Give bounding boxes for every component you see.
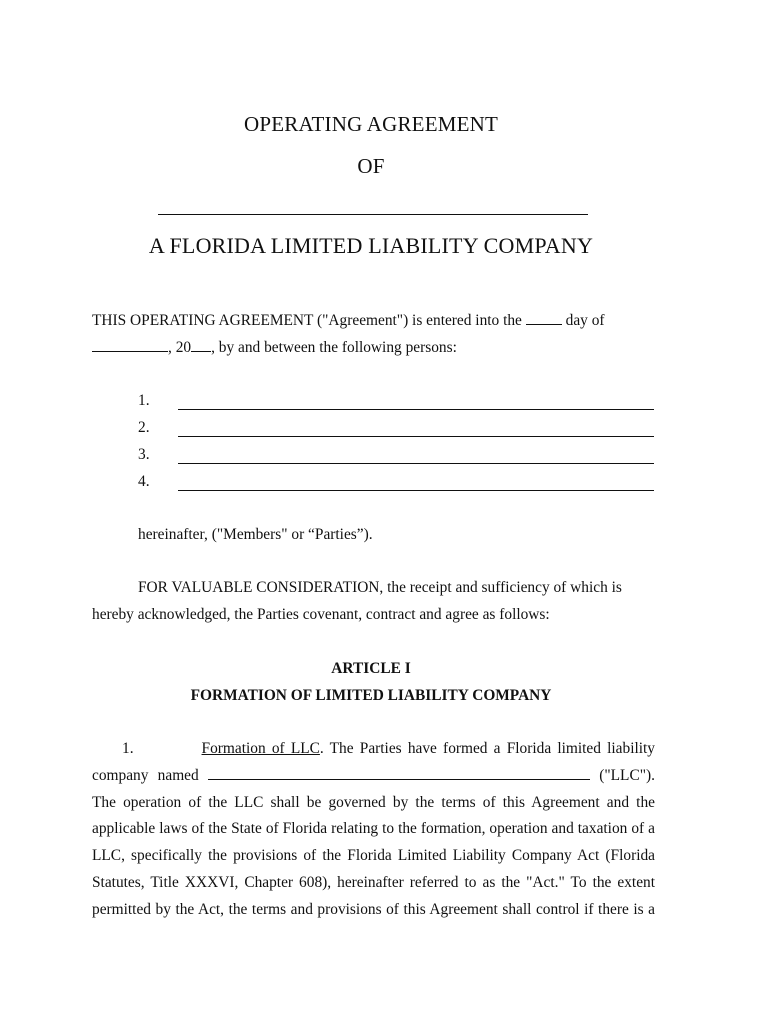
person-name-blank[interactable] bbox=[178, 409, 654, 410]
company-named-text: company named bbox=[92, 766, 199, 784]
document-title: OPERATING AGREEMENT bbox=[243, 112, 499, 136]
section-1-line-3: The operation of the LLC shall be governed by the terms of this Agreement and the bbox=[92, 793, 655, 811]
month-blank[interactable] bbox=[92, 338, 168, 352]
list-item bbox=[138, 417, 658, 444]
person-name-blank[interactable] bbox=[178, 490, 654, 491]
document-subtitle: A FLORIDA LIMITED LIABILITY COMPANY bbox=[148, 233, 594, 258]
list-item-number: 3. bbox=[138, 446, 150, 463]
section-1-line-5: LLC, specifically the provisions of the Florida Limited Liability Company Act (Florida bbox=[92, 847, 655, 865]
intro-line-1 bbox=[92, 308, 605, 335]
person-name-blank[interactable] bbox=[178, 463, 654, 464]
article-number: ARTICLE I bbox=[331, 660, 411, 677]
day-blank[interactable] bbox=[526, 311, 562, 325]
section-heading-tail: . The Parties have formed a Florida limited liability bbox=[319, 740, 655, 757]
intro-text: THIS OPERATING AGREEMENT ("Agreement") is entered into the bbox=[92, 312, 522, 329]
section-1-line-4: applicable laws of the State of Florida relating to the formation, operation and taxation of a bbox=[92, 820, 655, 838]
document-title-of: OF bbox=[357, 154, 385, 178]
company-name-blank[interactable] bbox=[158, 214, 588, 215]
list-item-number: 4. bbox=[138, 473, 150, 490]
section-1-line-6: Statutes, Title XXXVI, Chapter 608), hereinafter referred to as the "Act." To the extent bbox=[92, 873, 655, 891]
intro-line-2 bbox=[92, 335, 457, 362]
list-item bbox=[138, 444, 658, 471]
list-item bbox=[138, 390, 658, 417]
persons-list bbox=[138, 390, 658, 498]
intro-text-persons: , by and between the following persons: bbox=[211, 339, 457, 356]
llc-name-blank[interactable] bbox=[208, 766, 590, 780]
section-1-line-1 bbox=[92, 736, 655, 763]
section-number: 1. bbox=[122, 740, 134, 757]
consideration-line-2: hereby acknowledged, the Parties covenant, contract and agree as follows: bbox=[92, 606, 550, 623]
hereinafter-text: hereinafter, ("Members" or “Parties”). bbox=[138, 526, 373, 543]
year-blank[interactable] bbox=[191, 338, 211, 352]
section-1-line-2 bbox=[92, 763, 655, 790]
intro-text-day-of: day of bbox=[565, 312, 605, 329]
list-item-number: 1. bbox=[138, 392, 150, 409]
llc-label: ("LLC"). bbox=[599, 766, 655, 784]
article-heading: FORMATION OF LIMITED LIABILITY COMPANY bbox=[190, 687, 552, 704]
consideration-line-1: FOR VALUABLE CONSIDERATION, the receipt and sufficiency of which is bbox=[138, 579, 622, 596]
intro-text-year: , 20 bbox=[168, 339, 192, 356]
section-1-line-7: permitted by the Act, the terms and provisions of this Agreement shall control if there is a bbox=[92, 900, 655, 918]
section-1 bbox=[92, 736, 655, 924]
person-name-blank[interactable] bbox=[178, 436, 654, 437]
list-item bbox=[138, 471, 658, 498]
section-heading: Formation of LLC bbox=[201, 740, 320, 757]
list-item-number: 2. bbox=[138, 419, 150, 436]
